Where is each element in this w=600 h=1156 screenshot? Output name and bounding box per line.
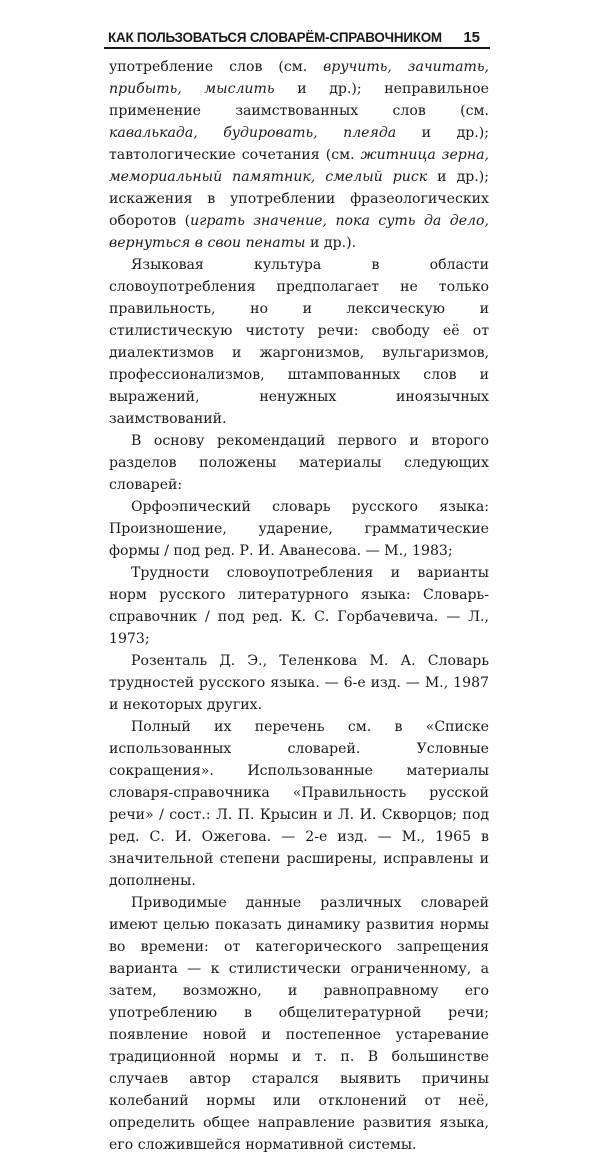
text-run: и др.); неправильное применение заимствованных слов (см. xyxy=(109,81,489,119)
italic-examples: кавалькада, будировать, плеяда xyxy=(109,125,397,141)
page-number: 15 xyxy=(463,28,480,46)
paragraph-full-list: Полный их перечень см. в «Списке использованных словарей. Условные сокращения». Использованные материалы словаря-справочника «Правильность русской речи» / сост.: Л. П. Крысин и Л. И. Скворцов; под ред. С. И. Ожегова. — 2-е изд. — М., 1965 в значительной степени расширены, исправлены и дополнены. xyxy=(109,719,489,889)
header-rule xyxy=(104,47,490,49)
bibliography-entry: Трудности словоупотребления и варианты норм русского литературного языка: Словарь-справочник / под ред. К. С. Горбачевича. — Л., 1973; xyxy=(109,565,489,647)
running-head: КАК ПОЛЬЗОВАТЬСЯ СЛОВАРЁМ-СПРАВОЧНИКОМ xyxy=(108,29,442,45)
paragraph-misuse-examples xyxy=(109,56,489,254)
text-run: и др.); тавтологические сочетания (см. xyxy=(109,125,490,163)
text-run: и др.). xyxy=(305,235,357,251)
bibliography-entry: Розенталь Д. Э., Теленкова М. А. Словарь трудностей русского языка. — 6-е изд. — М., 1987 и некоторых других. xyxy=(109,653,489,713)
paragraph-language-culture: Языковая культура в области словоупотребления предполагает не только правильность, но и лексическую и стилистическую чистоту речи: свободу её от диалектизмов и жаргонизмов, вульгаризмов, профессионализмов, штампованных слов и выражений, ненужных иноязычных заимствований. xyxy=(109,257,489,427)
paragraph-dictionaries-intro: В основу рекомендаций первого и второго разделов положены материалы следующих словарей: xyxy=(109,433,489,493)
paragraph-norm-dynamics: Приводимые данные различных словарей имеют целью показать динамику развития нормы во времени: от категорического запрещения варианта — к стилистически ограниченному, а затем, возможно, и равноправному его употреблению в общелитературной речи; появление новой и постепенное устаревание традиционной нормы и т. п. В большинстве случаев автор старался выявить причины колебаний нормы или отклонений от неё, определить общее направление развития языка, его сложившейся нормативной системы. xyxy=(109,895,489,1153)
text-run: и др.); искажения в употреблении фразеологических оборотов ( xyxy=(109,169,489,229)
italic-examples: житница зерна, мемориальный памятник, смелый риск xyxy=(109,147,489,185)
page-body xyxy=(109,56,489,1156)
text-run: употребление слов (см. xyxy=(109,59,324,75)
italic-examples: вручить, зачитать, прибыть, мыслить xyxy=(109,59,489,97)
bibliography-entry: Орфоэпический словарь русского языка: Произношение, ударение, грамматические формы / под ред. Р. И. Аванесова. — М., 1983; xyxy=(109,499,489,559)
italic-examples: играть значение, пока суть да дело, вернуться в свои пенаты xyxy=(109,213,489,251)
